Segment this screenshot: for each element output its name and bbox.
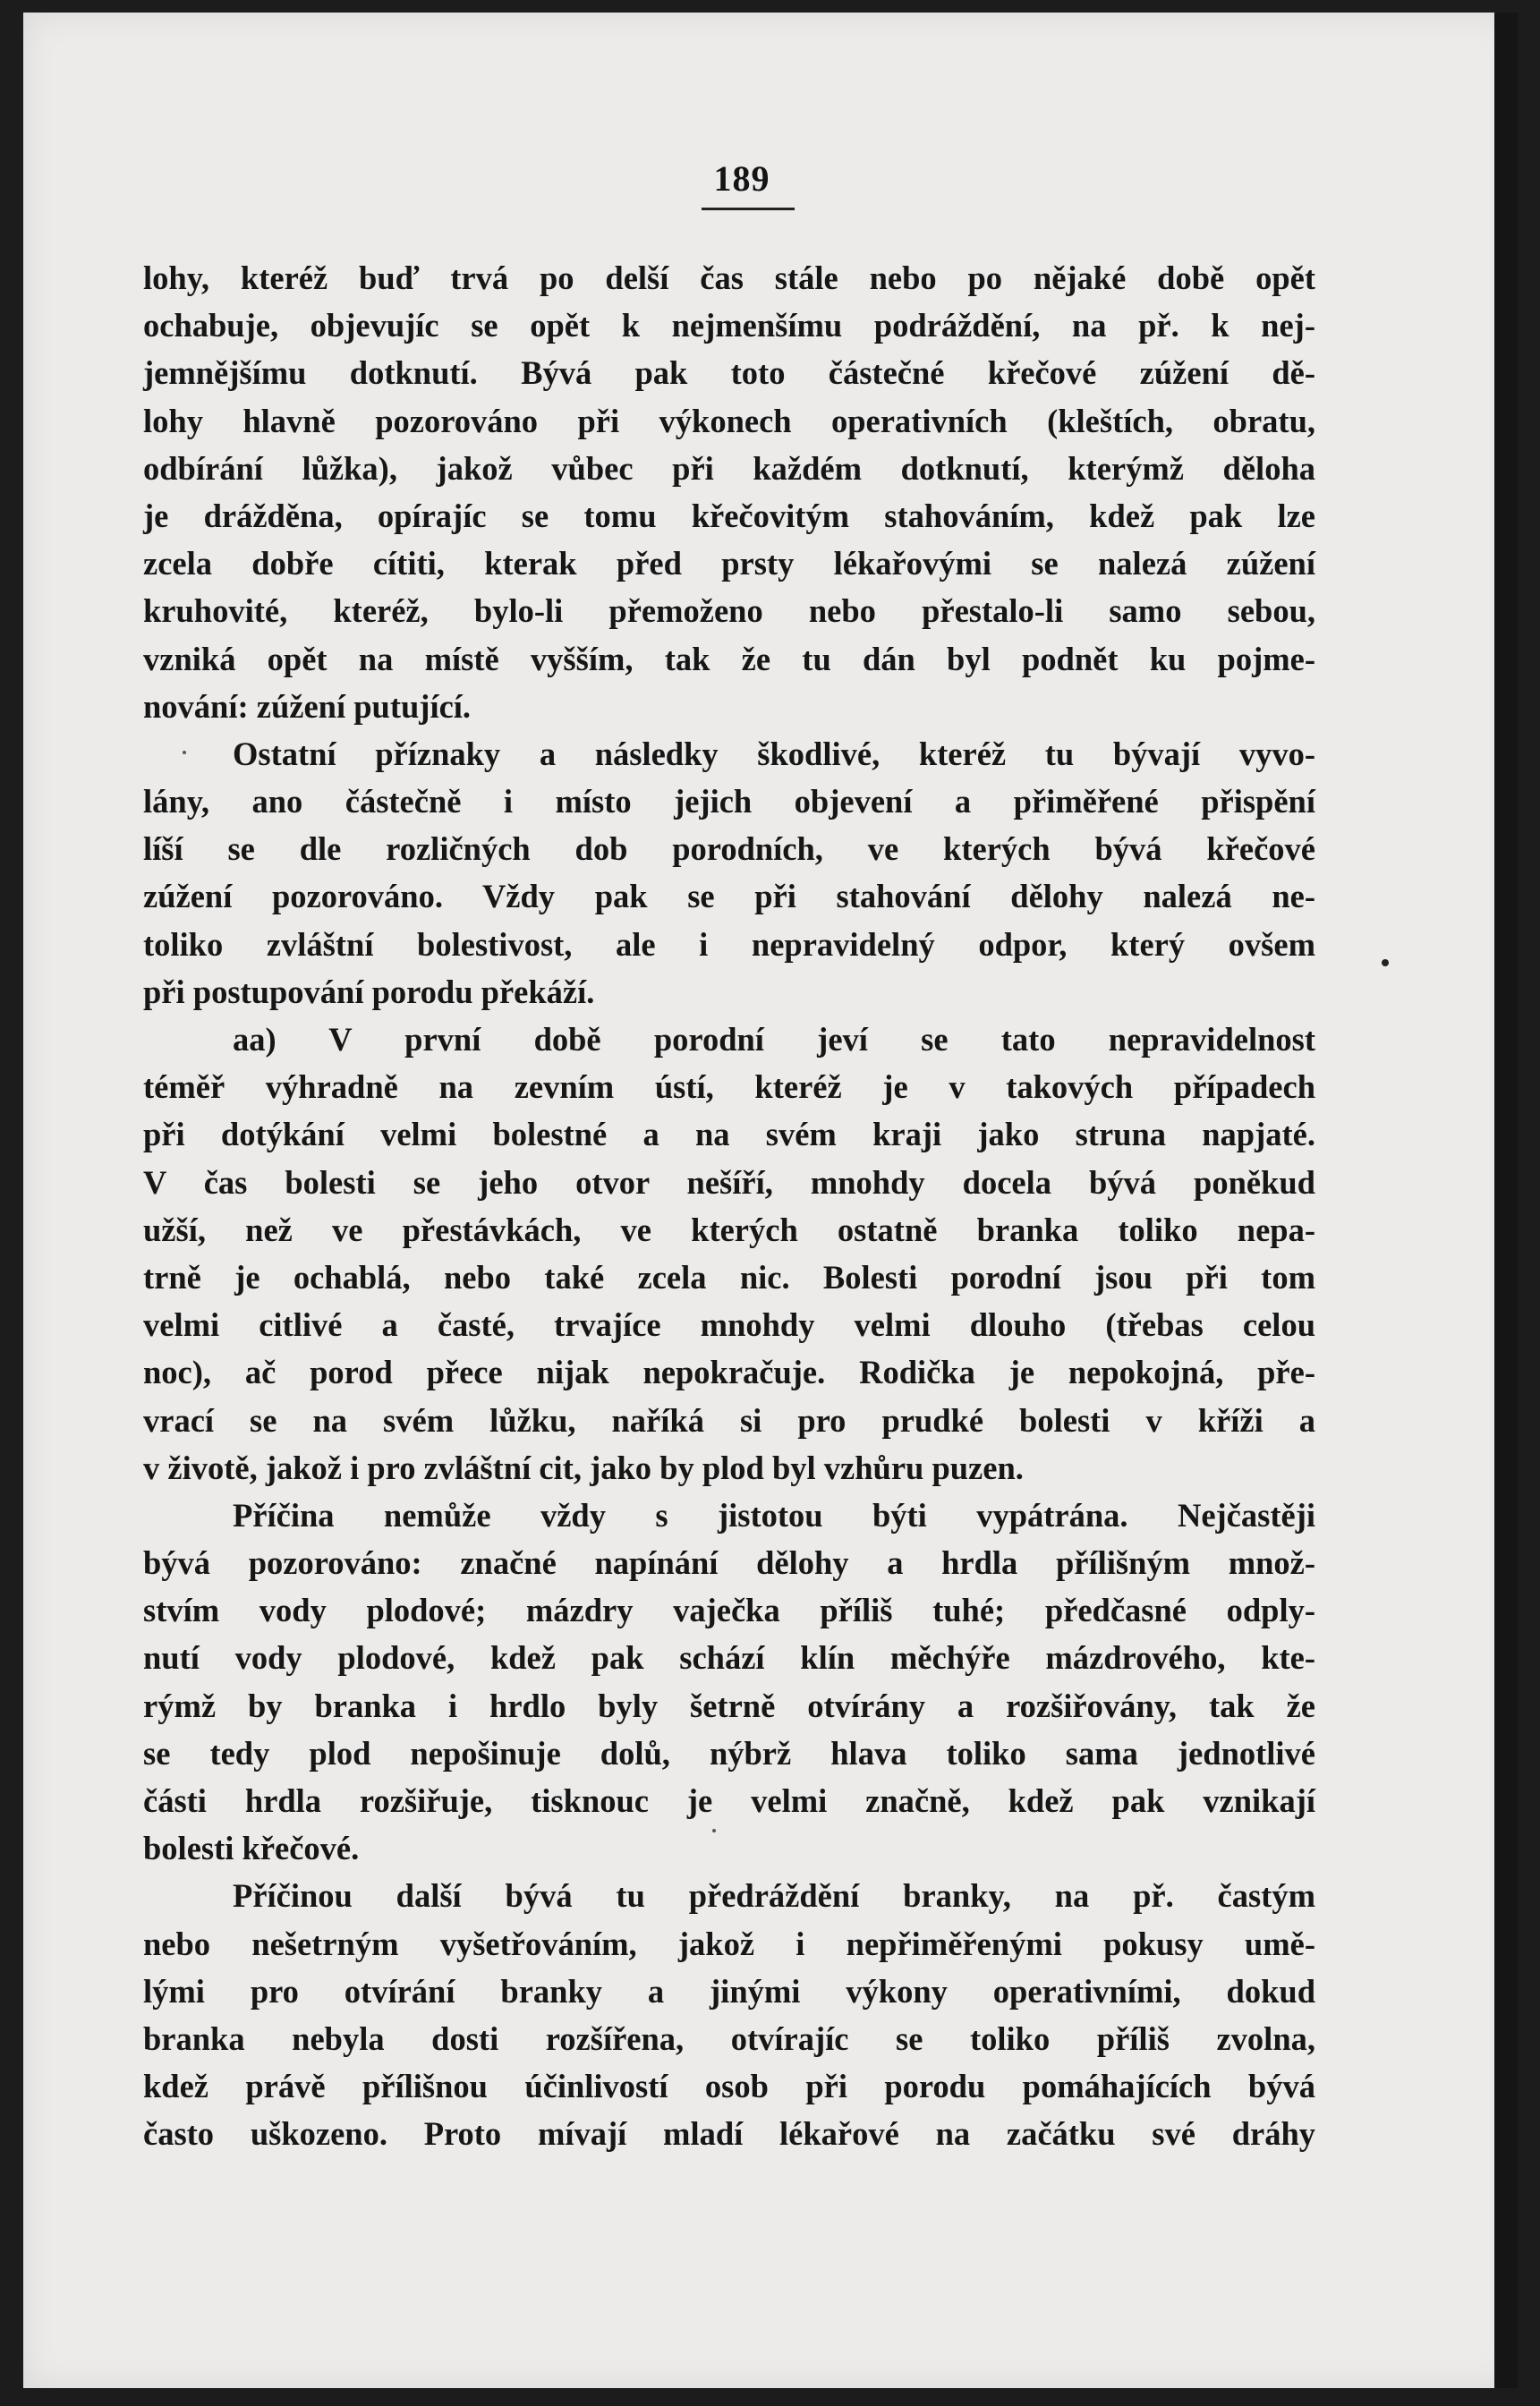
paragraph-start-line: Příčina nemůže vždy s jistotou býti vypátrána. Nejčastěji bbox=[233, 1496, 1315, 1534]
text-line: při dotýkání velmi bolestné a na svém kraji jako struna napjaté. bbox=[143, 1116, 1315, 1153]
text-line: trně je ochablá, nebo také zcela nic. Bolesti porodní jsou při tom bbox=[143, 1258, 1315, 1296]
text-line: kruhovité, kteréž, bylo-li přemoženo nebo přestalo-li samo sebou, bbox=[143, 592, 1315, 630]
text-line: lány, ano částečně i místo jejich objevení a přiměřené přispění bbox=[143, 783, 1315, 820]
paragraph-start-line: Příčinou další bývá tu předráždění branky, na př. častým bbox=[233, 1877, 1315, 1915]
text-line: líší se dle rozličných dob porodních, ve kterých bývá křečové bbox=[143, 830, 1315, 868]
text-line: velmi citlivé a časté, trvajíce mnohdy velmi dlouho (třebas celou bbox=[143, 1306, 1315, 1344]
text-line: ochabuje, objevujíc se opět k nejmenšímu podráždění, na př. k nej- bbox=[143, 307, 1315, 344]
book-page bbox=[23, 13, 1518, 2388]
text-line: téměř výhradně na zevním ústí, kteréž je v takových případech bbox=[143, 1068, 1315, 1106]
paragraph-start-line: aa) V první době porodní jeví se tato nepravidelnost bbox=[233, 1021, 1315, 1058]
text-line: části hrdla rozšiřuje, tisknouc je velmi značně, kdež pak vznikají bbox=[143, 1782, 1315, 1819]
text-line: lohy hlavně pozorováno při výkonech operativních (kleštích, obratu, bbox=[143, 402, 1315, 439]
text-line: při postupování porodu překáží. bbox=[143, 973, 595, 1010]
text-line: rýmž by branka i hrdlo byly šetrně otvírány a rozšiřovány, tak že bbox=[143, 1687, 1315, 1724]
page-edge-shadow bbox=[1494, 13, 1518, 2388]
text-line: lými pro otvírání branky a jinými výkony operativními, dokud bbox=[143, 1972, 1315, 2010]
text-line: noc), ač porod přece nijak nepokračuje. Rodička je nepokojná, pře- bbox=[143, 1354, 1315, 1391]
text-line: nování: zúžení putující. bbox=[143, 687, 472, 725]
text-line: toliko zvláštní bolestivost, ale i nepravidelný odpor, který ovšem bbox=[143, 925, 1315, 963]
text-line: bolesti křečové. bbox=[143, 1830, 360, 1867]
text-line: kdež právě přílišnou účinlivostí osob při porodu pomáhajících bývá bbox=[143, 2068, 1315, 2105]
text-line: zcela dobře cítiti, kterak před prsty lékařovými se nalezá zúžení bbox=[143, 545, 1315, 582]
text-line: vrací se na svém lůžku, naříká si pro prudké bolesti v kříži a bbox=[143, 1401, 1315, 1439]
text-line: lohy, kteréž buď trvá po delší čas stále nebo po nějaké době opět bbox=[143, 259, 1315, 296]
text-line: se tedy plod nepošinuje dolů, nýbrž hlava toliko sama jednotlivé bbox=[143, 1734, 1315, 1772]
text-line: bývá pozorováno: značné napínání dělohy a hrdla přílišným množ- bbox=[143, 1544, 1315, 1582]
margin-mark bbox=[1382, 959, 1389, 966]
paragraph-start-line: Ostatní příznaky a následky škodlivé, kteréž tu bývají vyvo- bbox=[233, 735, 1315, 772]
page-number-underline bbox=[702, 208, 795, 210]
text-line: stvím vody plodové; mázdry vaječka příliš tuhé; předčasné odply- bbox=[143, 1592, 1315, 1629]
text-line: je drážděna, opírajíc se tomu křečovitým stahováním, kdež pak lze bbox=[143, 497, 1315, 534]
text-line: V čas bolesti se jeho otvor nešíří, mnohdy docela bývá poněkud bbox=[143, 1163, 1315, 1201]
body-text bbox=[143, 254, 1315, 2158]
text-line: odbírání lůžka), jakož vůbec při každém dotknutí, kterýmž děloha bbox=[143, 449, 1315, 487]
text-line: v životě, jakož i pro zvláštní cit, jako by plod byl vzhůru puzen. bbox=[143, 1449, 1024, 1486]
text-line: branka nebyla dosti rozšířena, otvírajíc se toliko příliš zvolna, bbox=[143, 2019, 1315, 2057]
text-line: vzniká opět na místě vyšším, tak že tu dán byl podnět ku pojme- bbox=[143, 640, 1315, 677]
text-line: nebo nešetrným vyšetřováním, jakož i nepřiměřenými pokusy umě- bbox=[143, 1925, 1315, 1962]
text-line: užší, než ve přestávkách, ve kterých ostatně branka toliko nepa- bbox=[143, 1211, 1315, 1248]
text-line: často uškozeno. Proto mívají mladí lékařové na začátku své dráhy bbox=[143, 2115, 1315, 2153]
text-line: zúžení pozorováno. Vždy pak se při stahování dělohy nalezá ne- bbox=[143, 878, 1315, 915]
text-line: nutí vody plodové, kdež pak schází klín měchýře mázdrového, kte- bbox=[143, 1639, 1315, 1677]
page-number: 189 bbox=[713, 158, 770, 199]
text-line: jemnějšímu dotknutí. Bývá pak toto částečné křečové zúžení dě- bbox=[143, 354, 1315, 392]
